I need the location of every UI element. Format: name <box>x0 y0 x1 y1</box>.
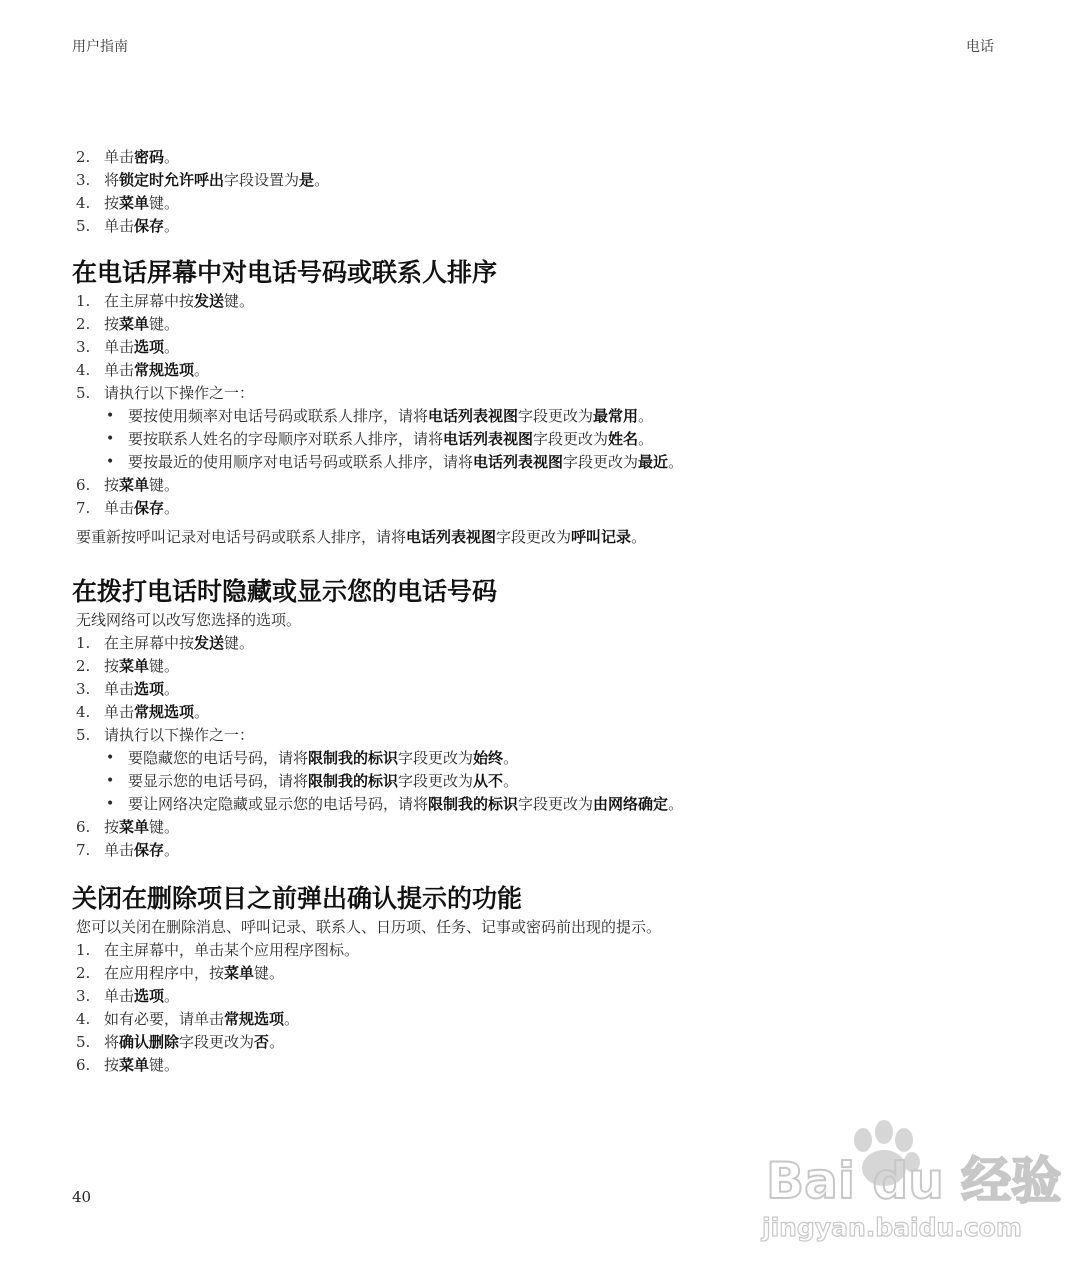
text-run: 要隐藏您的电话号码，请将 <box>128 749 309 767</box>
text-run: 将 <box>104 1033 120 1051</box>
watermark-brand-text: Bai du 经验 <box>766 1152 1062 1210</box>
text-run: 字段更改为 <box>518 407 594 425</box>
text-run: 。 <box>503 749 519 767</box>
bullet-icon: • <box>106 773 115 789</box>
text-run: 字段更改为 <box>518 795 594 813</box>
ui-term: 电话列表视图 <box>406 528 497 546</box>
text-run: 键。 <box>149 818 180 836</box>
text-run: 字段更改为 <box>398 749 474 767</box>
step-number: 3. <box>76 987 91 1005</box>
step-item <box>72 839 1002 862</box>
intro-paragraph: 您可以关闭在删除消息、呼叫记录、联系人、日历项、任务、记事或密码前出现的提示。 <box>76 918 662 936</box>
step-number: 6. <box>76 476 91 494</box>
ui-term: 呼叫记录 <box>571 528 632 546</box>
ui-term: 选项 <box>134 338 165 356</box>
text-run: 字段更改为 <box>398 772 474 790</box>
step-item <box>72 1054 1002 1077</box>
ui-term: 从不 <box>473 772 504 790</box>
text-run: 在主屏幕中按 <box>104 292 195 310</box>
step-item <box>72 939 1002 962</box>
step-number: 4. <box>76 1010 91 1028</box>
ui-term: 菜单 <box>224 964 255 982</box>
step-item <box>72 146 1002 169</box>
step-item <box>72 1031 1002 1054</box>
section-title: 在电话屏幕中对电话号码或联系人排序 <box>72 258 498 287</box>
item-text <box>104 939 359 962</box>
note-paragraph <box>72 526 1002 549</box>
bullet-item <box>106 793 1002 816</box>
intro-paragraph: 无线网络可以改写您选择的选项。 <box>76 611 302 629</box>
step-number: 1. <box>76 941 91 959</box>
step-item <box>72 192 1002 215</box>
text-run: 。 <box>194 703 210 721</box>
text-run: 按 <box>104 476 120 494</box>
step-number: 6. <box>76 1056 91 1074</box>
text-run: 单击 <box>104 148 135 166</box>
ui-term: 电话列表视图 <box>443 430 534 448</box>
ui-term: 发送 <box>194 634 225 652</box>
ui-term: 菜单 <box>119 818 150 836</box>
step-number: 4. <box>76 194 91 212</box>
page-content <box>72 146 1002 1077</box>
section-hide-number <box>72 575 1002 862</box>
text-run: 。 <box>503 772 519 790</box>
text-run: 。 <box>631 528 647 546</box>
ui-term: 菜单 <box>119 315 150 333</box>
text-run: 单击 <box>104 987 135 1005</box>
step-item <box>72 313 1002 336</box>
step-number: 2. <box>76 657 91 675</box>
ui-term: 锁定时允许呼出 <box>119 171 225 189</box>
step-number: 2. <box>76 148 91 166</box>
step-item <box>72 632 1002 655</box>
step-number: 3. <box>76 680 91 698</box>
text-run: 键。 <box>149 476 180 494</box>
ui-term: 保存 <box>134 217 165 235</box>
item-text <box>104 701 209 724</box>
text-run: 键。 <box>149 315 180 333</box>
text-run: 键。 <box>254 964 285 982</box>
text-run: 要重新按呼叫记录对电话号码或联系人排序，请将 <box>76 528 407 546</box>
step-item <box>72 359 1002 382</box>
ui-term: 密码 <box>134 148 165 166</box>
step-number: 1. <box>76 292 91 310</box>
step-number: 5. <box>76 1033 91 1051</box>
text-run: 。 <box>164 338 180 356</box>
step-number: 2. <box>76 315 91 333</box>
text-run: 。 <box>164 499 180 517</box>
item-text <box>104 839 179 862</box>
ui-term: 电话列表视图 <box>428 407 519 425</box>
step-item <box>72 816 1002 839</box>
text-run: 。 <box>164 217 180 235</box>
text-run: 字段设置为 <box>224 171 300 189</box>
step-item <box>72 497 1002 520</box>
header-right-title: 电话 <box>966 39 994 55</box>
text-run: 键。 <box>149 194 180 212</box>
item-text <box>128 428 653 451</box>
step-item <box>72 655 1002 678</box>
item-text <box>104 192 179 215</box>
top-steps <box>72 146 1002 238</box>
text-run: 按 <box>104 1056 120 1074</box>
step-item <box>72 382 1002 405</box>
text-run: 键。 <box>149 657 180 675</box>
ui-term: 保存 <box>134 499 165 517</box>
text-run: 按 <box>104 818 120 836</box>
text-run: 要按联系人姓名的字母顺序对联系人排序，请将 <box>128 430 444 448</box>
item-text <box>104 359 209 382</box>
section-sort <box>72 256 1002 549</box>
ui-term: 菜单 <box>119 476 150 494</box>
bullet-icon: • <box>106 796 115 812</box>
item-text <box>104 146 179 169</box>
section-delete-confirm <box>72 882 1002 1077</box>
step-number: 3. <box>76 171 91 189</box>
bullet-item <box>106 747 1002 770</box>
step-number: 1. <box>76 634 91 652</box>
text-run: 。 <box>164 987 180 1005</box>
item-text <box>104 215 179 238</box>
item-text <box>104 474 179 497</box>
text-run: 请执行以下操作之一： <box>104 384 255 402</box>
item-text <box>104 313 179 336</box>
step-number: 5. <box>76 726 91 744</box>
steps-list <box>72 474 1002 520</box>
text-run: 在主屏幕中，单击某个应用程序图标。 <box>104 941 360 959</box>
text-run: 按 <box>104 194 120 212</box>
text-run: 键。 <box>224 634 255 652</box>
text-run: 请执行以下操作之一： <box>104 726 255 744</box>
step-item <box>72 474 1002 497</box>
ui-term: 常规选项 <box>224 1010 285 1028</box>
text-run: 单击 <box>104 703 135 721</box>
ui-term: 发送 <box>194 292 225 310</box>
ui-term: 保存 <box>134 841 165 859</box>
ui-term: 菜单 <box>119 194 150 212</box>
item-text <box>128 770 518 793</box>
section-title: 在拨打电话时隐藏或显示您的电话号码 <box>72 577 498 606</box>
text-run: 单击 <box>104 361 135 379</box>
item-text <box>104 336 179 359</box>
step-item <box>72 678 1002 701</box>
text-run: 要显示您的电话号码，请将 <box>128 772 309 790</box>
steps-list <box>72 290 1002 405</box>
step-number: 5. <box>76 217 91 235</box>
step-item <box>72 290 1002 313</box>
page-number: 40 <box>72 1188 92 1206</box>
text-run: 将 <box>104 171 120 189</box>
text-run: 。 <box>638 407 654 425</box>
bullet-icon: • <box>106 408 115 424</box>
step-number: 7. <box>76 499 91 517</box>
text-run: 如有必要，请单击 <box>104 1010 225 1028</box>
text-run: 字段更改为 <box>179 1033 255 1051</box>
ui-term: 姓名 <box>608 430 639 448</box>
step-item <box>72 336 1002 359</box>
bullet-item <box>106 405 1002 428</box>
bullet-item <box>106 428 1002 451</box>
ui-term: 选项 <box>134 987 165 1005</box>
watermark-url-text: jingyan.baidu.com <box>762 1213 1022 1242</box>
item-text <box>104 985 179 1008</box>
ui-term: 菜单 <box>119 1056 150 1074</box>
steps-list <box>72 816 1002 862</box>
step-number: 2. <box>76 964 91 982</box>
bullet-list <box>72 747 1002 816</box>
item-text <box>104 632 254 655</box>
item-text <box>128 405 653 428</box>
text-run: 。 <box>164 680 180 698</box>
step-item <box>72 962 1002 985</box>
step-item <box>72 1008 1002 1031</box>
text-run: 按 <box>104 657 120 675</box>
text-run: 在应用程序中，按 <box>104 964 225 982</box>
header-left-title: 用户指南 <box>72 39 128 55</box>
text-run: 。 <box>164 841 180 859</box>
ui-term: 始终 <box>473 749 504 767</box>
text-run: 。 <box>314 171 330 189</box>
step-number: 7. <box>76 841 91 859</box>
step-item <box>72 985 1002 1008</box>
text-run: 键。 <box>149 1056 180 1074</box>
item-text <box>104 724 254 747</box>
bullet-list <box>72 405 1002 474</box>
section-title: 关闭在删除项目之前弹出确认提示的功能 <box>72 884 523 913</box>
baidu-jingyan-watermark <box>760 1118 1062 1248</box>
step-number: 4. <box>76 703 91 721</box>
item-text <box>104 382 254 405</box>
ui-term: 限制我的标识 <box>308 772 399 790</box>
text-run: 要让网络决定隐藏或显示您的电话号码，请将 <box>128 795 429 813</box>
steps-list <box>72 632 1002 747</box>
item-text <box>104 169 329 192</box>
bullet-icon: • <box>106 454 115 470</box>
text-run: 按 <box>104 315 120 333</box>
text-run: 。 <box>668 795 684 813</box>
ui-term: 由网络确定 <box>593 795 669 813</box>
steps-list <box>72 939 1002 1077</box>
ui-term: 限制我的标识 <box>308 749 399 767</box>
item-text <box>104 1031 284 1054</box>
text-run: 要按使用频率对电话号码或联系人排序，请将 <box>128 407 429 425</box>
item-text <box>104 678 179 701</box>
text-run: 。 <box>668 453 684 471</box>
ui-term: 最近 <box>638 453 669 471</box>
ui-term: 菜单 <box>119 657 150 675</box>
text-run: 。 <box>638 430 654 448</box>
ui-term: 常规选项 <box>134 361 195 379</box>
step-item <box>72 215 1002 238</box>
text-run: 要按最近的使用顺序对电话号码或联系人排序，请将 <box>128 453 474 471</box>
text-run: 单击 <box>104 499 135 517</box>
step-item <box>72 169 1002 192</box>
text-run: 。 <box>269 1033 285 1051</box>
text-run: 字段更改为 <box>496 528 572 546</box>
ui-term: 否 <box>254 1033 270 1051</box>
bullet-item <box>106 770 1002 793</box>
ui-term: 是 <box>299 171 315 189</box>
text-run: 。 <box>194 361 210 379</box>
bullet-icon: • <box>106 431 115 447</box>
ui-term: 最常用 <box>593 407 639 425</box>
item-text <box>128 451 683 474</box>
text-run: 单击 <box>104 217 135 235</box>
text-run: 单击 <box>104 680 135 698</box>
item-text <box>104 816 179 839</box>
bullet-item <box>106 451 1002 474</box>
text-run: 单击 <box>104 338 135 356</box>
text-run: 。 <box>164 148 180 166</box>
ui-term: 限制我的标识 <box>428 795 519 813</box>
item-text <box>104 290 254 313</box>
text-run: 字段更改为 <box>563 453 639 471</box>
step-item <box>72 701 1002 724</box>
bullet-icon: • <box>106 750 115 766</box>
text-run: 单击 <box>104 841 135 859</box>
text-run: 。 <box>284 1010 300 1028</box>
step-item <box>72 724 1002 747</box>
ui-term: 确认删除 <box>119 1033 180 1051</box>
item-text <box>128 793 683 816</box>
text-run: 字段更改为 <box>533 430 609 448</box>
step-number: 5. <box>76 384 91 402</box>
item-text <box>104 962 284 985</box>
item-text <box>104 655 179 678</box>
item-text <box>104 1054 179 1077</box>
ui-term: 选项 <box>134 680 165 698</box>
text-run: 键。 <box>224 292 255 310</box>
ui-term: 电话列表视图 <box>473 453 564 471</box>
ui-term: 常规选项 <box>134 703 195 721</box>
step-number: 4. <box>76 361 91 379</box>
step-number: 3. <box>76 338 91 356</box>
item-text <box>104 497 179 520</box>
text-run: 在主屏幕中按 <box>104 634 195 652</box>
item-text <box>128 747 518 770</box>
item-text <box>104 1008 299 1031</box>
step-number: 6. <box>76 818 91 836</box>
